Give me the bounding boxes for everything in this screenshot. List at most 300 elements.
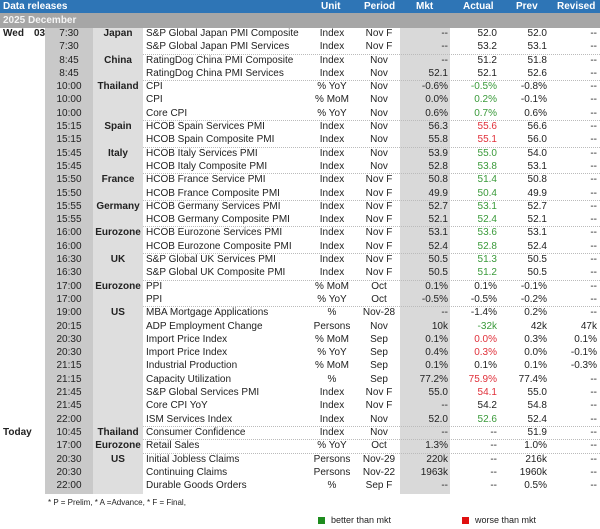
table-row[interactable] — [0, 307, 600, 320]
cell-ind: RatingDog China PMI Composite — [146, 54, 294, 66]
cell-period: Nov F — [365, 387, 393, 399]
month-label: 2025 December — [3, 15, 77, 26]
cell-rev: -- — [590, 214, 597, 226]
cell-period: Sep — [370, 347, 388, 359]
cell-act: 53.6 — [477, 227, 497, 239]
cell-time: 21:15 — [56, 373, 82, 385]
cell-time: 16:00 — [56, 240, 82, 252]
cell-unit: Persons — [313, 453, 351, 465]
cell-prev: 49.9 — [527, 187, 547, 199]
cell-period: Nov — [370, 94, 388, 106]
cell-unit: Persons — [313, 466, 351, 478]
cell-rev: -- — [590, 121, 597, 133]
cell-ind: Import Price Index — [146, 347, 228, 359]
cell-act: -32k — [477, 320, 497, 332]
cell-unit: Index — [319, 387, 345, 399]
cell-ind: Consumer Confidence — [146, 426, 246, 438]
table-row[interactable] — [0, 454, 600, 467]
cell-prev: -0.2% — [520, 293, 547, 305]
cell-time: 8:45 — [59, 67, 79, 79]
cell-time: 7:30 — [59, 41, 79, 53]
legend-worse — [462, 515, 536, 526]
cell-prev: 52.4 — [527, 240, 547, 252]
cell-time: 15:55 — [56, 200, 82, 212]
cell-act: 75.9% — [468, 373, 497, 385]
cell-unit: % YoY — [317, 107, 347, 119]
cell-time: 16:30 — [56, 254, 82, 266]
cell-unit: Persons — [313, 320, 351, 332]
cell-time: 16:30 — [56, 267, 82, 279]
col-mkt[interactable]: Mkt — [416, 1, 434, 12]
cell-rev: -0.3% — [570, 360, 597, 372]
cell-rev: -- — [590, 466, 597, 478]
table-row[interactable] — [0, 440, 600, 453]
cell-act: 0.1% — [474, 280, 497, 292]
cell-country: US — [111, 307, 125, 319]
cell-country: France — [101, 174, 135, 186]
cell-act: 51.2 — [477, 54, 497, 66]
cell-rev: -- — [590, 440, 597, 452]
table-row[interactable] — [0, 281, 600, 294]
cell-act: 52.0 — [477, 28, 497, 39]
cell-unit: Index — [319, 54, 345, 66]
cell-rev: -- — [590, 293, 597, 305]
cell-period: Sep — [370, 373, 388, 385]
cell-mkt: 0.1% — [425, 280, 448, 292]
cell-unit: Index — [319, 240, 345, 252]
cell-act: 54.2 — [477, 400, 497, 412]
cell-mkt: 52.1 — [428, 67, 448, 79]
table-row[interactable] — [0, 68, 600, 81]
cell-prev: 1960k — [519, 466, 547, 478]
cell-unit: Index — [319, 254, 345, 266]
table-row[interactable] — [0, 121, 600, 134]
cell-rev: -- — [590, 94, 597, 106]
cell-act: 53.8 — [477, 160, 497, 172]
cell-unit: Index — [319, 41, 345, 53]
cell-mkt: 1.3% — [425, 440, 448, 452]
cell-period: Nov-22 — [362, 466, 396, 478]
red-square-icon — [462, 517, 469, 524]
cell-country: US — [111, 453, 125, 465]
cell-period: Nov F — [365, 41, 393, 53]
col-prev[interactable]: Prev — [516, 1, 538, 12]
cell-mkt: 52.8 — [428, 160, 448, 172]
table-row[interactable] — [0, 254, 600, 267]
table-row[interactable] — [0, 387, 600, 400]
cell-act: 52.1 — [477, 67, 497, 79]
cell-time: 7:30 — [59, 28, 79, 39]
cell-period: Nov — [370, 67, 388, 79]
cell-time: 10:00 — [56, 94, 82, 106]
cell-period: Nov — [370, 107, 388, 119]
cell-act: -0.5% — [470, 293, 497, 305]
cell-ind: HCOB France Composite PMI — [146, 187, 280, 199]
cell-ind: S&P Global Services PMI — [146, 387, 260, 399]
cell-act: 0.2% — [474, 94, 497, 106]
cell-ind: HCOB Italy Composite PMI — [146, 160, 268, 172]
cell-unit: % MoM — [315, 333, 349, 345]
cell-prev: 0.6% — [524, 107, 547, 119]
cell-prev: 0.2% — [524, 307, 547, 319]
cell-period: Nov — [370, 54, 388, 66]
cell-rev: -0.1% — [570, 347, 597, 359]
cell-time: 15:15 — [56, 121, 82, 133]
cell-time: 21:45 — [56, 387, 82, 399]
cell-ind: HCOB Spain Composite PMI — [146, 134, 275, 146]
cell-act: 51.4 — [477, 174, 497, 186]
table-row[interactable] — [0, 41, 600, 54]
cell-time: 22:00 — [56, 413, 82, 425]
cell-mkt: 55.0 — [428, 387, 448, 399]
cell-period: Nov F — [365, 267, 393, 279]
cell-mkt: 52.7 — [428, 200, 448, 212]
cell-ind: Retail Sales — [146, 440, 200, 452]
cell-country: Italy — [107, 147, 128, 159]
cell-prev: 51.9 — [527, 426, 547, 438]
cell-prev: 1.0% — [524, 440, 547, 452]
cell-ind: S&P Global UK Composite PMI — [146, 267, 286, 279]
cell-rev: -- — [590, 280, 597, 292]
cell-mkt: 50.8 — [428, 174, 448, 186]
cell-act: 0.3% — [474, 347, 497, 359]
cell-unit: Index — [319, 267, 345, 279]
cell-ind: CPI — [146, 94, 163, 106]
cell-rev: -- — [590, 387, 597, 399]
cell-time: 15:15 — [56, 134, 82, 146]
cell-ind: Core CPI — [146, 107, 188, 119]
cell-act: 50.4 — [477, 187, 497, 199]
cell-unit: Index — [319, 134, 345, 146]
cell-rev: -- — [590, 147, 597, 159]
cell-unit: Index — [319, 200, 345, 212]
cell-time: 15:50 — [56, 187, 82, 199]
cell-ind: ISM Services Index — [146, 413, 233, 425]
table-row[interactable] — [0, 81, 600, 94]
cell-country: China — [104, 54, 132, 66]
cell-rev: -- — [590, 107, 597, 119]
cell-mkt: -- — [441, 54, 448, 66]
cell-period: Oct — [371, 293, 387, 305]
cell-period: Nov — [370, 413, 388, 425]
cell-country: Spain — [104, 121, 132, 133]
cell-prev: 52.1 — [527, 214, 547, 226]
table-row[interactable] — [0, 400, 600, 413]
cell-period: Sep — [370, 333, 388, 345]
table-row[interactable] — [0, 161, 600, 174]
cell-rev: -- — [590, 174, 597, 186]
cell-act: 51.3 — [477, 254, 497, 266]
cell-mkt: -- — [441, 480, 448, 492]
cell-time: 10:00 — [56, 81, 82, 93]
cell-ind: Durable Goods Orders — [146, 480, 247, 492]
cell-mkt: -0.5% — [421, 293, 448, 305]
cell-act: -- — [490, 426, 497, 438]
cell-unit: Index — [319, 147, 345, 159]
cell-mkt: 220k — [426, 453, 448, 465]
footnote: * P = Prelim, * A =Advance, * F = Final, — [48, 498, 186, 507]
cell-act: -- — [490, 480, 497, 492]
cell-unit: Index — [319, 67, 345, 79]
table-row[interactable] — [0, 294, 600, 307]
cell-prev: 53.1 — [527, 41, 547, 53]
cell-rev: -- — [590, 400, 597, 412]
legend-better-label: better than mkt — [331, 515, 392, 525]
table-row[interactable] — [0, 214, 600, 227]
cell-period: Nov F — [365, 200, 393, 212]
cell-mkt: 55.8 — [428, 134, 448, 146]
table-row[interactable] — [0, 374, 600, 387]
cell-country: Thailand — [97, 426, 139, 438]
cell-ind: Capacity Utilization — [146, 373, 232, 385]
cell-act: -1.4% — [470, 307, 497, 319]
cell-act: -- — [490, 466, 497, 478]
cell-prev: 53.1 — [527, 160, 547, 172]
table-row[interactable] — [0, 55, 600, 68]
col-period[interactable]: Period — [364, 1, 396, 12]
cell-prev: 56.0 — [527, 134, 547, 146]
cell-mkt: -- — [441, 426, 448, 438]
cell-mkt: 52.1 — [428, 214, 448, 226]
cell-country: Eurozone — [95, 227, 141, 239]
cell-ind: HCOB Italy Services PMI — [146, 147, 258, 159]
table-row[interactable] — [0, 148, 600, 161]
cell-prev: 52.7 — [527, 200, 547, 212]
table-row[interactable] — [0, 227, 600, 240]
cell-rev: -- — [590, 426, 597, 438]
cell-day: Wed — [3, 28, 24, 39]
cell-time: 21:15 — [56, 360, 82, 372]
cell-time: 10:45 — [56, 426, 82, 438]
cell-time: 17:00 — [56, 280, 82, 292]
cell-day: Today — [3, 426, 32, 438]
cell-rev: -- — [590, 373, 597, 385]
table-row[interactable] — [0, 267, 600, 280]
cell-prev: 54.0 — [527, 147, 547, 159]
cell-rev: -- — [590, 307, 597, 319]
cell-ind: ADP Employment Change — [146, 320, 263, 332]
cell-ind: HCOB Eurozone Composite PMI — [146, 240, 292, 252]
cell-time: 15:45 — [56, 147, 82, 159]
cell-prev: 42k — [530, 320, 547, 332]
cell-act: 52.6 — [477, 413, 497, 425]
cell-ind: Initial Jobless Claims — [146, 453, 240, 465]
cell-rev: -- — [590, 254, 597, 266]
cell-act: 0.1% — [474, 360, 497, 372]
cell-ind: S&P Global Japan PMI Composite — [146, 28, 299, 39]
cell-mkt: 0.6% — [425, 107, 448, 119]
cell-dnum: 03 — [34, 28, 46, 39]
cell-prev: 53.1 — [527, 227, 547, 239]
cell-prev: 52.6 — [527, 67, 547, 79]
cell-country: Germany — [96, 200, 140, 212]
cell-mkt: 52.0 — [428, 413, 448, 425]
cell-period: Nov F — [365, 28, 393, 39]
cell-unit: % MoM — [315, 280, 349, 292]
cell-rev: -- — [590, 453, 597, 465]
cell-mkt: -- — [441, 307, 448, 319]
cell-act: 55.6 — [477, 121, 497, 133]
cell-prev: 52.0 — [527, 28, 547, 39]
cell-ind: Continuing Claims — [146, 466, 228, 478]
cell-prev: -0.1% — [520, 280, 547, 292]
cell-act: 53.1 — [477, 200, 497, 212]
table-row[interactable] — [0, 174, 600, 187]
cell-period: Oct — [371, 280, 387, 292]
cell-mkt: 77.2% — [419, 373, 448, 385]
cell-ind: HCOB Germany Composite PMI — [146, 214, 290, 226]
cell-mkt: 56.3 — [428, 121, 448, 133]
cell-ind: CPI — [146, 81, 163, 93]
table-row[interactable] — [0, 28, 600, 41]
cell-ind: PPI — [146, 280, 163, 292]
legend-worse-label: worse than mkt — [475, 515, 537, 525]
cell-mkt: 0.4% — [425, 347, 448, 359]
table-row[interactable] — [0, 347, 600, 360]
cell-country: Japan — [103, 28, 133, 39]
table-row[interactable] — [0, 414, 600, 427]
cell-rev: -- — [590, 200, 597, 212]
cell-prev: 77.4% — [518, 373, 547, 385]
cell-act: 51.2 — [477, 267, 497, 279]
cell-rev: -- — [590, 81, 597, 93]
cell-time: 21:45 — [56, 400, 82, 412]
cell-ind: HCOB Eurozone Services PMI — [146, 227, 283, 239]
cell-prev: 0.0% — [524, 347, 547, 359]
cell-time: 15:55 — [56, 214, 82, 226]
cell-period: Nov — [370, 81, 388, 93]
col-actual[interactable]: Actual — [463, 1, 494, 12]
table-row[interactable] — [0, 467, 600, 480]
table-row[interactable] — [0, 321, 600, 334]
cell-mkt: 53.1 — [428, 227, 448, 239]
cell-ind: HCOB France Service PMI — [146, 174, 266, 186]
cell-ind: HCOB Germany Services PMI — [146, 200, 281, 212]
cell-rev: -- — [590, 227, 597, 239]
cell-unit: % MoM — [315, 360, 349, 372]
cell-act: -0.5% — [470, 81, 497, 93]
cell-act: 52.8 — [477, 240, 497, 252]
cell-period: Sep — [370, 360, 388, 372]
cell-prev: 56.6 — [527, 121, 547, 133]
cell-time: 15:45 — [56, 160, 82, 172]
cell-prev: 52.4 — [527, 413, 547, 425]
cell-ind: RatingDog China PMI Services — [146, 67, 284, 79]
cell-prev: 50.5 — [527, 267, 547, 279]
cell-rev: -- — [590, 240, 597, 252]
cell-unit: Index — [319, 160, 345, 172]
cell-time: 20:30 — [56, 347, 82, 359]
cell-unit: Index — [319, 28, 345, 39]
cell-prev: 216k — [525, 453, 547, 465]
panel-title: Data releases — [3, 1, 68, 12]
cell-act: 55.0 — [477, 147, 497, 159]
cell-rev: -- — [590, 267, 597, 279]
table-row[interactable] — [0, 480, 600, 493]
cell-unit: % MoM — [315, 94, 349, 106]
cell-time: 17:00 — [56, 440, 82, 452]
cell-country: Eurozone — [95, 280, 141, 292]
table-row[interactable] — [0, 201, 600, 214]
table-row[interactable] — [0, 427, 600, 440]
cell-rev: 0.1% — [574, 333, 597, 345]
table-row[interactable] — [0, 94, 600, 107]
cell-period: Nov-28 — [362, 307, 396, 319]
cell-prev: 50.8 — [527, 174, 547, 186]
cell-act: 52.4 — [477, 214, 497, 226]
table-row[interactable] — [0, 241, 600, 254]
cell-rev: -- — [590, 41, 597, 53]
cell-unit: Index — [319, 400, 345, 412]
cell-period: Nov — [370, 121, 388, 133]
cell-period: Nov — [370, 160, 388, 172]
cell-period: Sep F — [365, 480, 393, 492]
cell-prev: 54.8 — [527, 400, 547, 412]
cell-prev: 50.5 — [527, 254, 547, 266]
cell-mkt: -- — [441, 41, 448, 53]
table-row[interactable] — [0, 134, 600, 147]
cell-ind: Core CPI YoY — [146, 400, 208, 412]
table-row[interactable] — [0, 108, 600, 121]
cell-unit: % — [327, 373, 337, 385]
date-row — [0, 13, 600, 28]
cell-time: 22:00 — [56, 480, 82, 492]
cell-mkt: 0.1% — [425, 360, 448, 372]
cell-mkt: 52.4 — [428, 240, 448, 252]
cell-rev: -- — [590, 480, 597, 492]
cell-period: Nov F — [365, 227, 393, 239]
table-row[interactable] — [0, 188, 600, 201]
cell-period: Nov F — [365, 400, 393, 412]
cell-rev: -- — [590, 28, 597, 39]
col-revised[interactable]: Revised — [557, 1, 596, 12]
cell-rev: -- — [590, 67, 597, 79]
col-unit[interactable]: Unit — [321, 1, 341, 12]
table-row[interactable] — [0, 360, 600, 373]
cell-rev: 47k — [580, 320, 597, 332]
cell-country: UK — [110, 254, 126, 266]
cell-prev: -0.1% — [520, 94, 547, 106]
cell-period: Nov F — [365, 240, 393, 252]
cell-mkt: 50.5 — [428, 254, 448, 266]
cell-unit: Index — [319, 426, 345, 438]
cell-ind: S&P Global UK Services PMI — [146, 254, 276, 266]
cell-time: 20:15 — [56, 320, 82, 332]
cell-period: Nov F — [365, 174, 393, 186]
cell-act: 0.7% — [474, 107, 497, 119]
cell-ind: Import Price Index — [146, 333, 228, 345]
cell-unit: % — [327, 480, 337, 492]
cell-act: 53.2 — [477, 41, 497, 53]
green-square-icon — [318, 517, 325, 524]
cell-rev: -- — [590, 54, 597, 66]
cell-unit: % YoY — [317, 347, 347, 359]
cell-act: 54.1 — [477, 387, 497, 399]
cell-rev: -- — [590, 413, 597, 425]
cell-prev: -0.8% — [520, 81, 547, 93]
cell-unit: % YoY — [317, 81, 347, 93]
cell-time: 19:00 — [56, 307, 82, 319]
cell-rev: -- — [590, 134, 597, 146]
cell-time: 8:45 — [59, 54, 79, 66]
cell-period: Nov — [370, 426, 388, 438]
cell-ind: PPI — [146, 293, 163, 305]
cell-mkt: 53.9 — [428, 147, 448, 159]
cell-ind: MBA Mortgage Applications — [146, 307, 269, 319]
table-row[interactable] — [0, 334, 600, 347]
cell-ind: S&P Global Japan PMI Services — [146, 41, 290, 53]
cell-unit: Index — [319, 214, 345, 226]
